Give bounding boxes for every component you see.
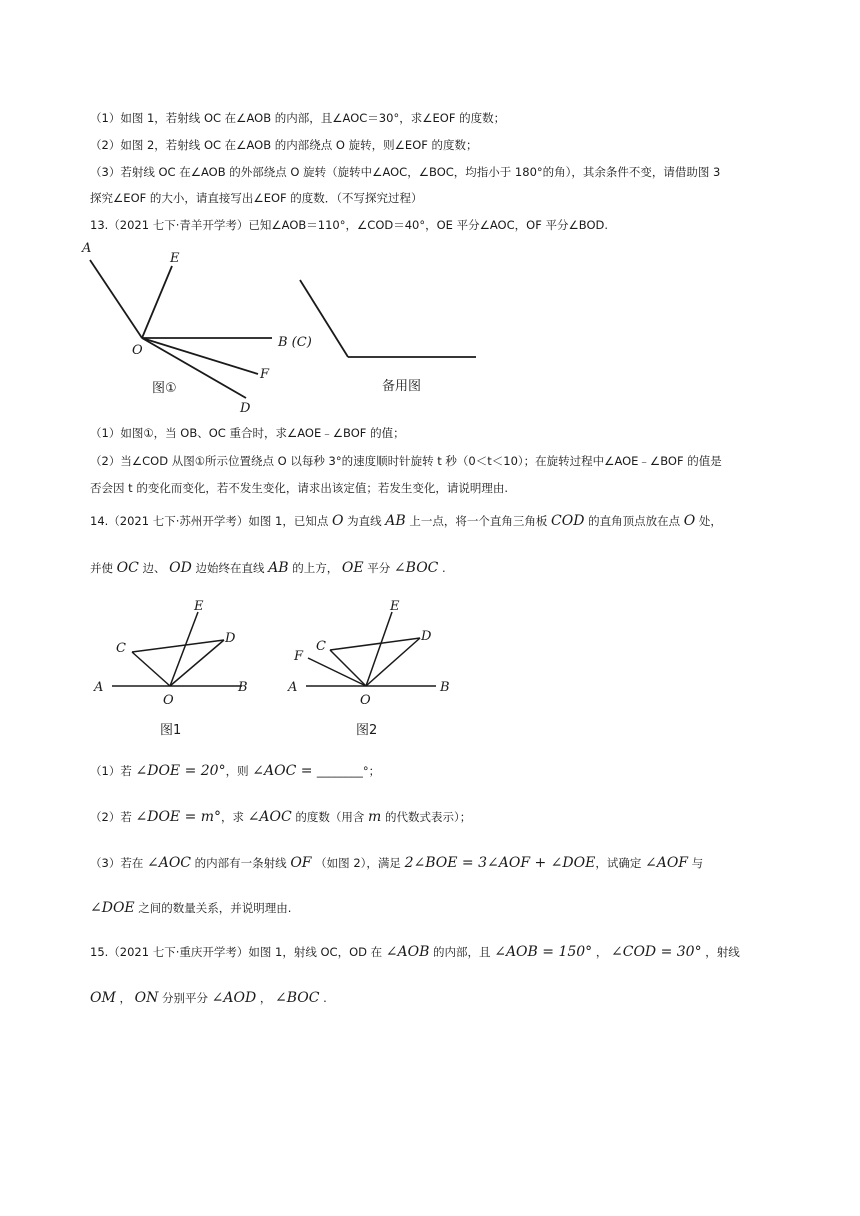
math: ∠AOB = 150° [494,944,593,960]
math: ON [134,990,159,1006]
q15-stem-line1 [90,944,740,960]
text: 为直线 [343,514,386,528]
q14-figure-1 [88,596,268,742]
text: 14.（2021 七下·苏州开学考）如图 1，已知点 [90,514,332,528]
q12-part1: （1）如图 1，若射线 OC 在∠AOB 的内部，且∠AOC＝30°，求∠EOF 的度数； [90,111,506,125]
math: 2∠BOE = 3∠AOF + ∠DOE [404,855,596,871]
blank: ________°； [316,764,381,778]
q14-figure-2 [286,596,466,742]
text: 与 [688,856,704,870]
ray-oc [132,652,170,686]
math: O [332,513,344,529]
math: ∠AOB [385,944,430,960]
ray-of [142,338,258,374]
math: ∠AOF [644,855,689,871]
q13-part2-line1: （2）当∠COD 从图①所示位置绕点 O 以每秒 3°的速度顺时针旋转 t 秒（0＜t＜10）；在旋转过程中∠AOE﹣∠BOF 的值是 [90,454,722,468]
q15-stem-line2 [90,990,327,1006]
spare-ray-left [300,280,348,357]
q13-stem: 13.（2021 七下·青羊开学考）已知∠AOB＝110°，∠COD＝40°，OE 平分∠AOC，OF 平分∠BOD. [90,218,609,232]
label-f: F [260,367,270,382]
label-e: E [170,251,180,266]
math: ∠AOC = [252,763,317,779]
math: ∠BOC [393,560,439,576]
q14-part3-line2 [90,900,291,916]
math: O [683,513,696,529]
q14-part1 [90,763,380,779]
text: 上一点，将一个直角三角板 [405,514,552,528]
text: ， [592,945,611,959]
segment-cd [330,638,420,650]
q12-part2: （2）如图 2，若射线 OC 在∠AOB 的内部绕点 O 旋转，则∠EOF 的度数； [90,138,478,152]
text: 之间的数量关系，并说明理由. [134,901,292,915]
text: ，求 [221,810,248,824]
label-b: B [440,680,450,695]
label-b: B [238,680,248,695]
text: ，试确定 [595,856,645,870]
text: （3）若在 [90,856,147,870]
math: ∠BOC [275,990,320,1006]
q13-part1: （1）如图①，当 OB、OC 重合时，求∠AOE﹣∠BOF 的值； [90,426,405,440]
figure-caption: 图① [152,381,177,396]
math: m [368,809,382,825]
text: 并使 [90,561,117,575]
text: ， [115,991,135,1005]
label-e: E [390,599,400,614]
label-c: C [316,639,326,654]
text: ，射线 [701,945,740,959]
text: 15.（2021 七下·重庆开学考）如图 1，射线 OC，OD 在 [90,945,386,959]
text: 平分 [363,561,394,575]
label-o: O [132,343,143,358]
text: 边始终在直线 [191,561,269,575]
text: 处， [695,514,722,528]
label-c: C [116,641,126,656]
math: COD [551,513,585,529]
math: ∠AOD [211,990,257,1006]
math: OE [341,560,364,576]
text: 的上方， [288,561,342,575]
math: OC [116,560,139,576]
label-d: D [240,401,251,416]
text: 的内部，且 [429,945,495,959]
segment-cd [132,640,224,652]
label-d: D [225,631,236,646]
label-a: A [288,680,298,695]
label-e: E [194,599,204,614]
math: ∠DOE = 20° [135,763,226,779]
label-b-c: B (C) [278,335,312,350]
ray-of [308,658,366,686]
label-o: O [360,693,371,708]
math: ∠AOC [247,809,292,825]
ray-oa [90,260,142,338]
figure-caption: 图2 [356,723,378,738]
math: ∠COD = 30° [611,944,702,960]
math: OM [90,990,116,1006]
q12-part3-line1: （3）若射线 OC 在∠AOB 的外部绕点 O 旋转（旋转中∠AOC，∠BOC，均指小于 180°的角），其余条件不变，请借助图 3 [90,165,721,179]
q14-stem-line2 [90,560,446,576]
q14-part2 [90,809,471,825]
label-a: A [94,680,104,695]
math: ∠DOE = m° [135,809,222,825]
figure-caption: 备用图 [382,379,422,394]
q13-part2-line2: 否会因 t 的变化而变化，若不发生变化，请求出该定值；若发生变化，请说明理由. [90,481,508,495]
math: AB [268,560,289,576]
math: ∠AOC [146,855,192,871]
text: （如图 2），满足 [311,856,405,870]
text: . [438,561,446,575]
text: 的内部有一条射线 [191,856,291,870]
label-d: D [421,629,432,644]
math: OD [169,560,192,576]
text: ， [256,991,276,1005]
label-f: F [294,649,304,664]
q14-stem-line1 [90,513,722,529]
text: 的直角顶点放在点 [584,514,684,528]
text: . [319,991,327,1005]
math: AB [385,513,406,529]
text: （1）若 [90,764,136,778]
q12-part3-line2: 探究∠EOF 的大小，请直接写出∠EOF 的度数．（不写探究过程） [90,191,423,205]
q14-part3-line1 [90,855,703,871]
text: ，则 [225,764,253,778]
figure-caption: 图1 [160,723,182,738]
text: 的代数式表示）； [381,810,472,824]
q13-figure-spare [290,270,490,400]
label-a: A [82,241,92,256]
text: 分别平分 [158,991,212,1005]
text: 边、 [138,561,170,575]
math: OF [290,855,312,871]
text: （2）若 [90,810,136,824]
ray-oe [142,266,172,338]
text: 的度数（用含 [291,810,369,824]
ray-oc [330,650,366,686]
math: ∠DOE [90,900,135,916]
label-o: O [163,693,174,708]
